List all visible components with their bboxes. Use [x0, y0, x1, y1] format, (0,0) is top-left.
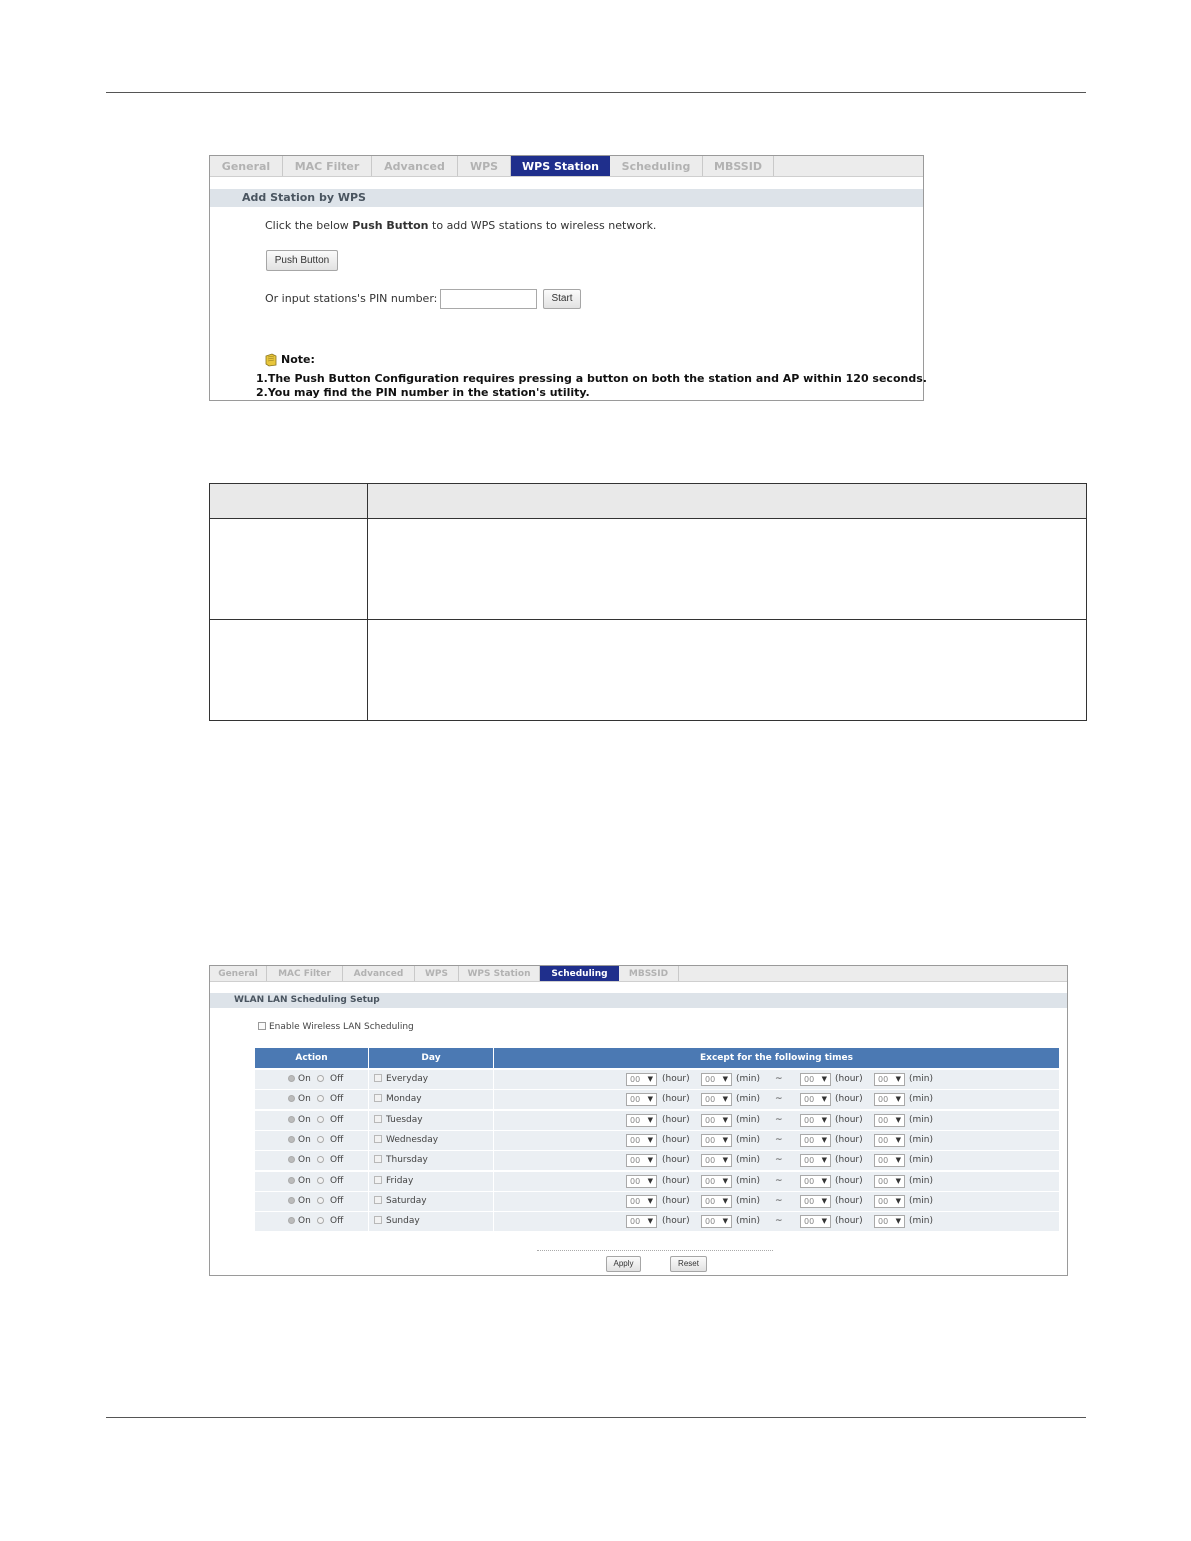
chevron-down-icon: ▼: [895, 1217, 901, 1225]
cell-divider: [493, 1131, 494, 1150]
select-value: 00: [804, 1136, 815, 1145]
chevron-down-icon: ▼: [821, 1197, 827, 1205]
off-radio[interactable]: [317, 1156, 324, 1163]
end-hour-select[interactable]: [800, 1175, 831, 1188]
chevron-down-icon: ▼: [647, 1197, 653, 1205]
end-min-select[interactable]: [874, 1154, 905, 1167]
note-line: 2.You may find the PIN number in the station's utility.: [256, 386, 590, 399]
column-header-day: Day: [369, 1048, 494, 1068]
end-hour-select[interactable]: [800, 1114, 831, 1127]
start-hour-select[interactable]: [626, 1134, 657, 1147]
divider: [537, 1250, 773, 1251]
tab-advanced[interactable]: Advanced: [372, 156, 458, 176]
cell-divider: [493, 1111, 494, 1130]
column-header-except-times: Except for the following times: [700, 1053, 853, 1063]
table-column-divider: [367, 484, 368, 720]
schedule-row: [255, 1212, 1059, 1231]
day-checkbox[interactable]: [374, 1094, 382, 1102]
day-checkbox[interactable]: [374, 1135, 382, 1143]
range-separator: ~: [775, 1196, 783, 1206]
day-label: Sunday: [386, 1216, 420, 1226]
select-value: 00: [705, 1217, 716, 1226]
reset-button[interactable]: Reset: [670, 1256, 707, 1272]
end-min-select[interactable]: [874, 1073, 905, 1086]
on-label: On: [298, 1155, 311, 1165]
select-value: 00: [878, 1177, 889, 1186]
tab-general[interactable]: General: [210, 156, 283, 176]
on-label: On: [298, 1176, 311, 1186]
tab-wps[interactable]: WPS: [458, 156, 511, 176]
on-radio[interactable]: [288, 1075, 295, 1082]
hour-unit: (hour): [835, 1115, 863, 1125]
day-label: Friday: [386, 1176, 414, 1186]
day-label: Everyday: [386, 1074, 429, 1084]
start-button[interactable]: Start: [543, 289, 581, 309]
enable-scheduling-checkbox[interactable]: [258, 1022, 266, 1030]
range-separator: ~: [775, 1115, 783, 1125]
min-unit: (min): [909, 1115, 933, 1125]
min-unit: (min): [736, 1196, 760, 1206]
day-label: Tuesday: [386, 1115, 423, 1125]
start-hour-select[interactable]: [626, 1093, 657, 1106]
chevron-down-icon: ▼: [722, 1116, 728, 1124]
on-label: On: [298, 1074, 311, 1084]
instruction-prefix: Click the below: [265, 219, 353, 232]
chevron-down-icon: ▼: [722, 1156, 728, 1164]
select-value: 00: [630, 1217, 641, 1226]
start-hour-select[interactable]: [626, 1175, 657, 1188]
chevron-down-icon: ▼: [821, 1156, 827, 1164]
select-value: 00: [878, 1136, 889, 1145]
chevron-down-icon: ▼: [722, 1177, 728, 1185]
select-value: 00: [705, 1197, 716, 1206]
start-hour-select[interactable]: [626, 1154, 657, 1167]
pin-input[interactable]: [440, 289, 537, 309]
schedule-row: [255, 1070, 1059, 1089]
tab-scheduling[interactable]: Scheduling: [610, 156, 703, 176]
start-min-select[interactable]: [701, 1195, 732, 1208]
select-value: 00: [705, 1075, 716, 1084]
select-value: 00: [804, 1095, 815, 1104]
end-hour-select[interactable]: [800, 1215, 831, 1228]
tab-scheduling[interactable]: Scheduling: [540, 966, 619, 981]
start-min-select[interactable]: [701, 1093, 732, 1106]
on-radio[interactable]: [288, 1177, 295, 1184]
off-label: Off: [330, 1094, 344, 1104]
tab-wps-station[interactable]: WPS Station: [459, 966, 540, 981]
end-min-select[interactable]: [874, 1114, 905, 1127]
description-table: [209, 483, 1087, 721]
min-unit: (min): [909, 1094, 933, 1104]
on-label: On: [298, 1115, 311, 1125]
tab-bar: [210, 156, 923, 177]
enable-scheduling-option[interactable]: [258, 1022, 414, 1032]
on-radio[interactable]: [288, 1197, 295, 1204]
hour-unit: (hour): [662, 1196, 690, 1206]
range-separator: ~: [775, 1074, 783, 1084]
min-unit: (min): [909, 1135, 933, 1145]
chevron-down-icon: ▼: [895, 1156, 901, 1164]
chevron-down-icon: ▼: [647, 1156, 653, 1164]
select-value: 00: [804, 1177, 815, 1186]
select-value: 00: [630, 1136, 641, 1145]
select-value: 00: [804, 1156, 815, 1165]
instruction-suffix: to add WPS stations to wireless network.: [428, 219, 657, 232]
off-label: Off: [330, 1196, 344, 1206]
off-radio[interactable]: [317, 1116, 324, 1123]
on-radio[interactable]: [288, 1156, 295, 1163]
min-unit: (min): [909, 1176, 933, 1186]
select-value: 00: [804, 1217, 815, 1226]
chevron-down-icon: ▼: [821, 1075, 827, 1083]
schedule-row: [255, 1151, 1059, 1170]
day-checkbox[interactable]: [374, 1115, 382, 1123]
chevron-down-icon: ▼: [895, 1116, 901, 1124]
hour-unit: (hour): [662, 1094, 690, 1104]
note-icon: [264, 353, 278, 367]
end-hour-select[interactable]: [800, 1073, 831, 1086]
select-value: 00: [630, 1197, 641, 1206]
chevron-down-icon: ▼: [647, 1116, 653, 1124]
start-min-select[interactable]: [701, 1134, 732, 1147]
instruction-bold: Push Button: [352, 219, 429, 232]
chevron-down-icon: ▼: [821, 1217, 827, 1225]
select-value: 00: [705, 1136, 716, 1145]
pin-label: Or input stations's PIN number:: [265, 292, 438, 305]
section-title: Add Station by WPS: [210, 189, 923, 207]
chevron-down-icon: ▼: [722, 1075, 728, 1083]
on-label: On: [298, 1196, 311, 1206]
range-separator: ~: [775, 1176, 783, 1186]
cell-divider: [493, 1172, 494, 1191]
start-min-select[interactable]: [701, 1114, 732, 1127]
tab-mac-filter[interactable]: MAC Filter: [267, 966, 343, 981]
on-label: On: [298, 1135, 311, 1145]
tab-general[interactable]: General: [210, 966, 267, 981]
range-separator: ~: [775, 1094, 783, 1104]
cell-divider: [493, 1090, 494, 1109]
chevron-down-icon: ▼: [647, 1177, 653, 1185]
end-min-select[interactable]: [874, 1134, 905, 1147]
chevron-down-icon: ▼: [647, 1095, 653, 1103]
hour-unit: (hour): [835, 1176, 863, 1186]
off-radio[interactable]: [317, 1177, 324, 1184]
min-unit: (min): [909, 1155, 933, 1165]
on-label: On: [298, 1094, 311, 1104]
hour-unit: (hour): [835, 1074, 863, 1084]
on-radio[interactable]: [288, 1136, 295, 1143]
day-label: Monday: [386, 1094, 422, 1104]
min-unit: (min): [736, 1176, 760, 1186]
min-unit: (min): [736, 1115, 760, 1125]
end-min-select[interactable]: [874, 1175, 905, 1188]
select-value: 00: [878, 1197, 889, 1206]
end-hour-select[interactable]: [800, 1093, 831, 1106]
wps-station-panel: [209, 155, 927, 401]
min-unit: (min): [909, 1074, 933, 1084]
column-header-action: Action: [255, 1048, 369, 1068]
select-value: 00: [878, 1217, 889, 1226]
cell-divider: [493, 1070, 494, 1089]
instruction-text: [265, 219, 656, 232]
push-button[interactable]: Push Button: [266, 250, 338, 271]
off-label: Off: [330, 1176, 344, 1186]
min-unit: (min): [736, 1094, 760, 1104]
cell-divider: [368, 1090, 369, 1109]
cell-divider: [493, 1151, 494, 1170]
select-value: 00: [878, 1075, 889, 1084]
select-value: 00: [705, 1177, 716, 1186]
schedule-table-header: [255, 1048, 1059, 1068]
select-value: 00: [878, 1116, 889, 1125]
page-footer-rule: [106, 1417, 1086, 1418]
tab-wps-station[interactable]: WPS Station: [511, 156, 610, 176]
chevron-down-icon: ▼: [647, 1136, 653, 1144]
chevron-down-icon: ▼: [722, 1095, 728, 1103]
hour-unit: (hour): [835, 1094, 863, 1104]
cell-divider: [368, 1111, 369, 1130]
page-header-rule: [106, 92, 1086, 93]
on-radio[interactable]: [288, 1116, 295, 1123]
select-value: 00: [630, 1075, 641, 1084]
cell-divider: [368, 1212, 369, 1231]
start-hour-select[interactable]: [626, 1215, 657, 1228]
end-min-select[interactable]: [874, 1093, 905, 1106]
cell-divider: [368, 1172, 369, 1191]
select-value: 00: [804, 1116, 815, 1125]
chevron-down-icon: ▼: [895, 1177, 901, 1185]
select-value: 00: [630, 1177, 641, 1186]
day-label: Thursday: [386, 1155, 428, 1165]
start-hour-select[interactable]: [626, 1114, 657, 1127]
tab-advanced[interactable]: Advanced: [343, 966, 415, 981]
hour-unit: (hour): [835, 1155, 863, 1165]
select-value: 00: [878, 1095, 889, 1104]
min-unit: (min): [736, 1155, 760, 1165]
apply-button[interactable]: Apply: [606, 1256, 641, 1272]
chevron-down-icon: ▼: [895, 1075, 901, 1083]
table-header: [210, 484, 1086, 519]
min-unit: (min): [736, 1135, 760, 1145]
select-value: 00: [705, 1095, 716, 1104]
hour-unit: (hour): [835, 1135, 863, 1145]
end-min-select[interactable]: [874, 1215, 905, 1228]
schedule-row: [255, 1172, 1059, 1191]
select-value: 00: [705, 1116, 716, 1125]
off-label: Off: [330, 1155, 344, 1165]
cell-divider: [493, 1192, 494, 1211]
table-row-divider: [210, 619, 1086, 620]
off-radio[interactable]: [317, 1197, 324, 1204]
enable-scheduling-label: Enable Wireless LAN Scheduling: [269, 1022, 414, 1032]
end-hour-select[interactable]: [800, 1134, 831, 1147]
start-min-select[interactable]: [701, 1154, 732, 1167]
day-checkbox[interactable]: [374, 1176, 382, 1184]
chevron-down-icon: ▼: [722, 1136, 728, 1144]
start-min-select[interactable]: [701, 1073, 732, 1086]
off-label: Off: [330, 1115, 344, 1125]
chevron-down-icon: ▼: [722, 1197, 728, 1205]
end-hour-select[interactable]: [800, 1154, 831, 1167]
cell-divider: [368, 1151, 369, 1170]
chevron-down-icon: ▼: [722, 1217, 728, 1225]
off-radio[interactable]: [317, 1136, 324, 1143]
day-label: Saturday: [386, 1196, 427, 1206]
hour-unit: (hour): [662, 1135, 690, 1145]
chevron-down-icon: ▼: [895, 1197, 901, 1205]
cell-divider: [493, 1212, 494, 1231]
cell-divider: [368, 1070, 369, 1089]
select-value: 00: [630, 1156, 641, 1165]
select-value: 00: [630, 1095, 641, 1104]
range-separator: ~: [775, 1216, 783, 1226]
day-label: Wednesday: [386, 1135, 439, 1145]
hour-unit: (hour): [662, 1216, 690, 1226]
cell-divider: [368, 1131, 369, 1150]
start-min-select[interactable]: [701, 1215, 732, 1228]
start-min-select[interactable]: [701, 1175, 732, 1188]
section-title: WLAN LAN Scheduling Setup: [210, 993, 1067, 1008]
select-value: 00: [878, 1156, 889, 1165]
off-radio[interactable]: [317, 1095, 324, 1102]
scheduling-panel: [209, 965, 1068, 1276]
select-value: 00: [804, 1197, 815, 1206]
end-min-select[interactable]: [874, 1195, 905, 1208]
off-label: Off: [330, 1216, 344, 1226]
start-hour-select[interactable]: [626, 1073, 657, 1086]
cell-divider: [368, 1192, 369, 1211]
hour-unit: (hour): [662, 1176, 690, 1186]
tab-mbssid[interactable]: MBSSID: [703, 156, 774, 176]
range-separator: ~: [775, 1155, 783, 1165]
chevron-down-icon: ▼: [895, 1136, 901, 1144]
hour-unit: (hour): [662, 1115, 690, 1125]
hour-unit: (hour): [662, 1155, 690, 1165]
note-line: 1.The Push Button Configuration requires pressing a button on both the station and AP within 120 seconds.: [256, 372, 927, 385]
select-value: 00: [705, 1156, 716, 1165]
chevron-down-icon: ▼: [821, 1136, 827, 1144]
off-label: Off: [330, 1074, 344, 1084]
off-label: Off: [330, 1135, 344, 1145]
day-checkbox[interactable]: [374, 1216, 382, 1224]
min-unit: (min): [909, 1196, 933, 1206]
day-checkbox[interactable]: [374, 1155, 382, 1163]
on-label: On: [298, 1216, 311, 1226]
min-unit: (min): [736, 1216, 760, 1226]
schedule-row: [255, 1131, 1059, 1150]
tab-mbssid[interactable]: MBSSID: [619, 966, 679, 981]
end-hour-select[interactable]: [800, 1195, 831, 1208]
chevron-down-icon: ▼: [821, 1095, 827, 1103]
min-unit: (min): [736, 1074, 760, 1084]
schedule-row: [255, 1192, 1059, 1211]
off-radio[interactable]: [317, 1075, 324, 1082]
hour-unit: (hour): [662, 1074, 690, 1084]
on-radio[interactable]: [288, 1095, 295, 1102]
chevron-down-icon: ▼: [821, 1116, 827, 1124]
hour-unit: (hour): [835, 1216, 863, 1226]
tab-wps[interactable]: WPS: [415, 966, 459, 981]
chevron-down-icon: ▼: [821, 1177, 827, 1185]
chevron-down-icon: ▼: [647, 1075, 653, 1083]
chevron-down-icon: ▼: [895, 1095, 901, 1103]
tab-mac-filter[interactable]: MAC Filter: [283, 156, 372, 176]
hour-unit: (hour): [835, 1196, 863, 1206]
tab-bar: [210, 966, 1067, 982]
day-checkbox[interactable]: [374, 1074, 382, 1082]
select-value: 00: [804, 1075, 815, 1084]
min-unit: (min): [909, 1216, 933, 1226]
start-hour-select[interactable]: [626, 1195, 657, 1208]
range-separator: ~: [775, 1135, 783, 1145]
chevron-down-icon: ▼: [647, 1217, 653, 1225]
schedule-row: [255, 1090, 1059, 1109]
off-radio[interactable]: [317, 1217, 324, 1224]
select-value: 00: [630, 1116, 641, 1125]
note-title: Note:: [281, 353, 315, 366]
schedule-row: [255, 1111, 1059, 1130]
day-checkbox[interactable]: [374, 1196, 382, 1204]
on-radio[interactable]: [288, 1217, 295, 1224]
